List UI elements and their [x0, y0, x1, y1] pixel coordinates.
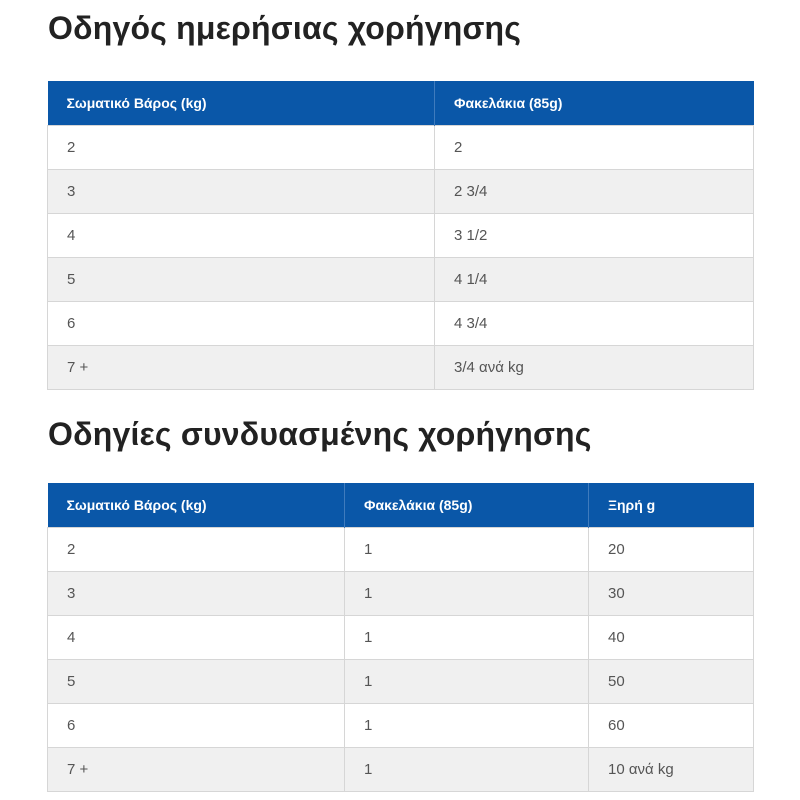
cell-body-weight: 5 [48, 257, 435, 301]
cell-pouches: 1 [345, 571, 589, 615]
table-header-row [48, 483, 754, 527]
cell-pouches: 1 [345, 527, 589, 571]
cell-pouches: 1 [345, 659, 589, 703]
column-header-pouches: Φακελάκια (85g) [435, 81, 754, 125]
column-header-pouches: Φακελάκια (85g) [345, 483, 589, 527]
cell-dry-food: 20 [589, 527, 754, 571]
table-row [48, 527, 754, 571]
table-row [48, 257, 754, 301]
table-row [48, 169, 754, 213]
cell-body-weight: 7 + [48, 747, 345, 791]
cell-body-weight: 7 + [48, 345, 435, 389]
column-header-dry-food: Ξηρή g [589, 483, 754, 527]
cell-body-weight: 5 [48, 659, 345, 703]
cell-pouches: 4 3/4 [435, 301, 754, 345]
daily-feeding-table [47, 81, 754, 390]
cell-dry-food: 30 [589, 571, 754, 615]
table-row [48, 213, 754, 257]
cell-body-weight: 6 [48, 301, 435, 345]
table-row [48, 747, 754, 791]
cell-body-weight: 3 [48, 571, 345, 615]
cell-dry-food: 50 [589, 659, 754, 703]
cell-pouches: 1 [345, 703, 589, 747]
column-header-body-weight: Σωματικό Βάρος (kg) [48, 81, 435, 125]
cell-pouches: 3/4 ανά kg [435, 345, 754, 389]
column-header-body-weight: Σωματικό Βάρος (kg) [48, 483, 345, 527]
cell-pouches: 2 [435, 125, 754, 169]
combined-feeding-table [47, 483, 754, 792]
table-row [48, 301, 754, 345]
cell-body-weight: 2 [48, 527, 345, 571]
cell-body-weight: 4 [48, 615, 345, 659]
cell-body-weight: 3 [48, 169, 435, 213]
table-row [48, 615, 754, 659]
table-row [48, 703, 754, 747]
table-row [48, 659, 754, 703]
cell-dry-food: 40 [589, 615, 754, 659]
cell-body-weight: 4 [48, 213, 435, 257]
table-row [48, 571, 754, 615]
cell-pouches: 1 [345, 615, 589, 659]
cell-pouches: 4 1/4 [435, 257, 754, 301]
cell-dry-food: 60 [589, 703, 754, 747]
cell-pouches: 1 [345, 747, 589, 791]
table-row [48, 125, 754, 169]
cell-pouches: 3 1/2 [435, 213, 754, 257]
table-row [48, 345, 754, 389]
cell-body-weight: 6 [48, 703, 345, 747]
daily-feeding-guide-title: Οδηγός ημερήσιας χορήγησης [48, 10, 522, 46]
cell-pouches: 2 3/4 [435, 169, 754, 213]
table-header-row [48, 81, 754, 125]
cell-body-weight: 2 [48, 125, 435, 169]
cell-dry-food: 10 ανά kg [589, 747, 754, 791]
combined-feeding-guide-title: Οδηγίες συνδυασμένης χορήγησης [48, 416, 592, 452]
